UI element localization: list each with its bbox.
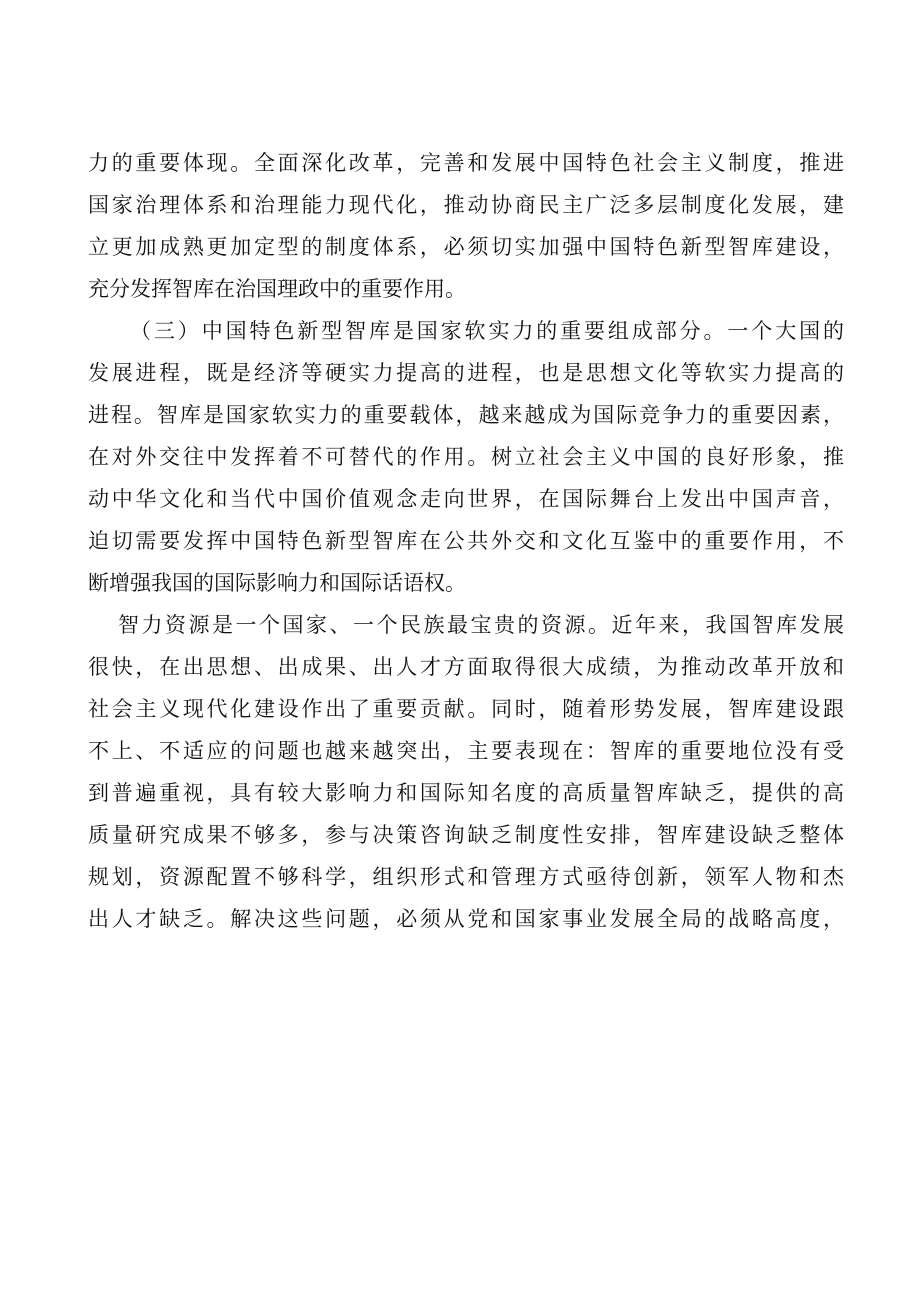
text-line: 立更加成熟更加定型的制度体系，必须切实加强中国特色新型智库建设， [88,235,844,259]
text-line: 国家治理体系和治理能力现代化，推动协商民主广泛多层制度化发展，建 [88,193,844,217]
text-line: （三）中国特色新型智库是国家软实力的重要组成部分。一个大国的 [130,319,844,343]
text-line: 迫切需要发挥中国特色新型智库在公共外交和文化互鉴中的重要作用，不 [88,529,844,553]
text-line: 不上、不适应的问题也越来越突出，主要表现在：智库的重要地位没有受 [88,739,844,763]
text-line: 智力资源是一个国家、一个民族最宝贵的资源。近年来，我国智库发展 [118,613,844,637]
text-line: 到普遍重视，具有较大影响力和国际知名度的高质量智库缺乏，提供的高 [88,781,844,805]
document-body [88,142,844,940]
paragraph-1 [88,142,844,310]
text-line: 规划，资源配置不够科学，组织形式和管理方式亟待创新，领军人物和杰 [88,865,844,889]
text-line: 断增强我国的国际影响力和国际话语权。 [88,571,466,595]
paragraph-2 [88,310,844,604]
text-line: 质量研究成果不够多，参与决策咨询缺乏制度性安排，智库建设缺乏整体 [88,823,844,847]
paragraph-3 [88,604,844,940]
text-line: 发展进程，既是经济等硬实力提高的进程，也是思想文化等软实力提高的 [88,361,844,385]
text-line: 在对外交往中发挥着不可替代的作用。树立社会主义中国的良好形象，推 [88,445,844,469]
text-line: 动中华文化和当代中国价值观念走向世界，在国际舞台上发出中国声音， [88,487,844,511]
text-line: 很快，在出思想、出成果、出人才方面取得很大成绩，为推动改革开放和 [88,655,844,679]
text-line: 力的重要体现。全面深化改革，完善和发展中国特色社会主义制度，推进 [88,151,844,175]
text-line: 充分发挥智库在治国理政中的重要作用。 [88,277,466,301]
text-line: 社会主义现代化建设作出了重要贡献。同时，随着形势发展，智库建设跟 [88,697,844,721]
text-line: 进程。智库是国家软实力的重要载体，越来越成为国际竞争力的重要因素， [88,403,844,427]
text-line: 出人才缺乏。解决这些问题，必须从党和国家事业发展全局的战略高度， [88,907,844,931]
